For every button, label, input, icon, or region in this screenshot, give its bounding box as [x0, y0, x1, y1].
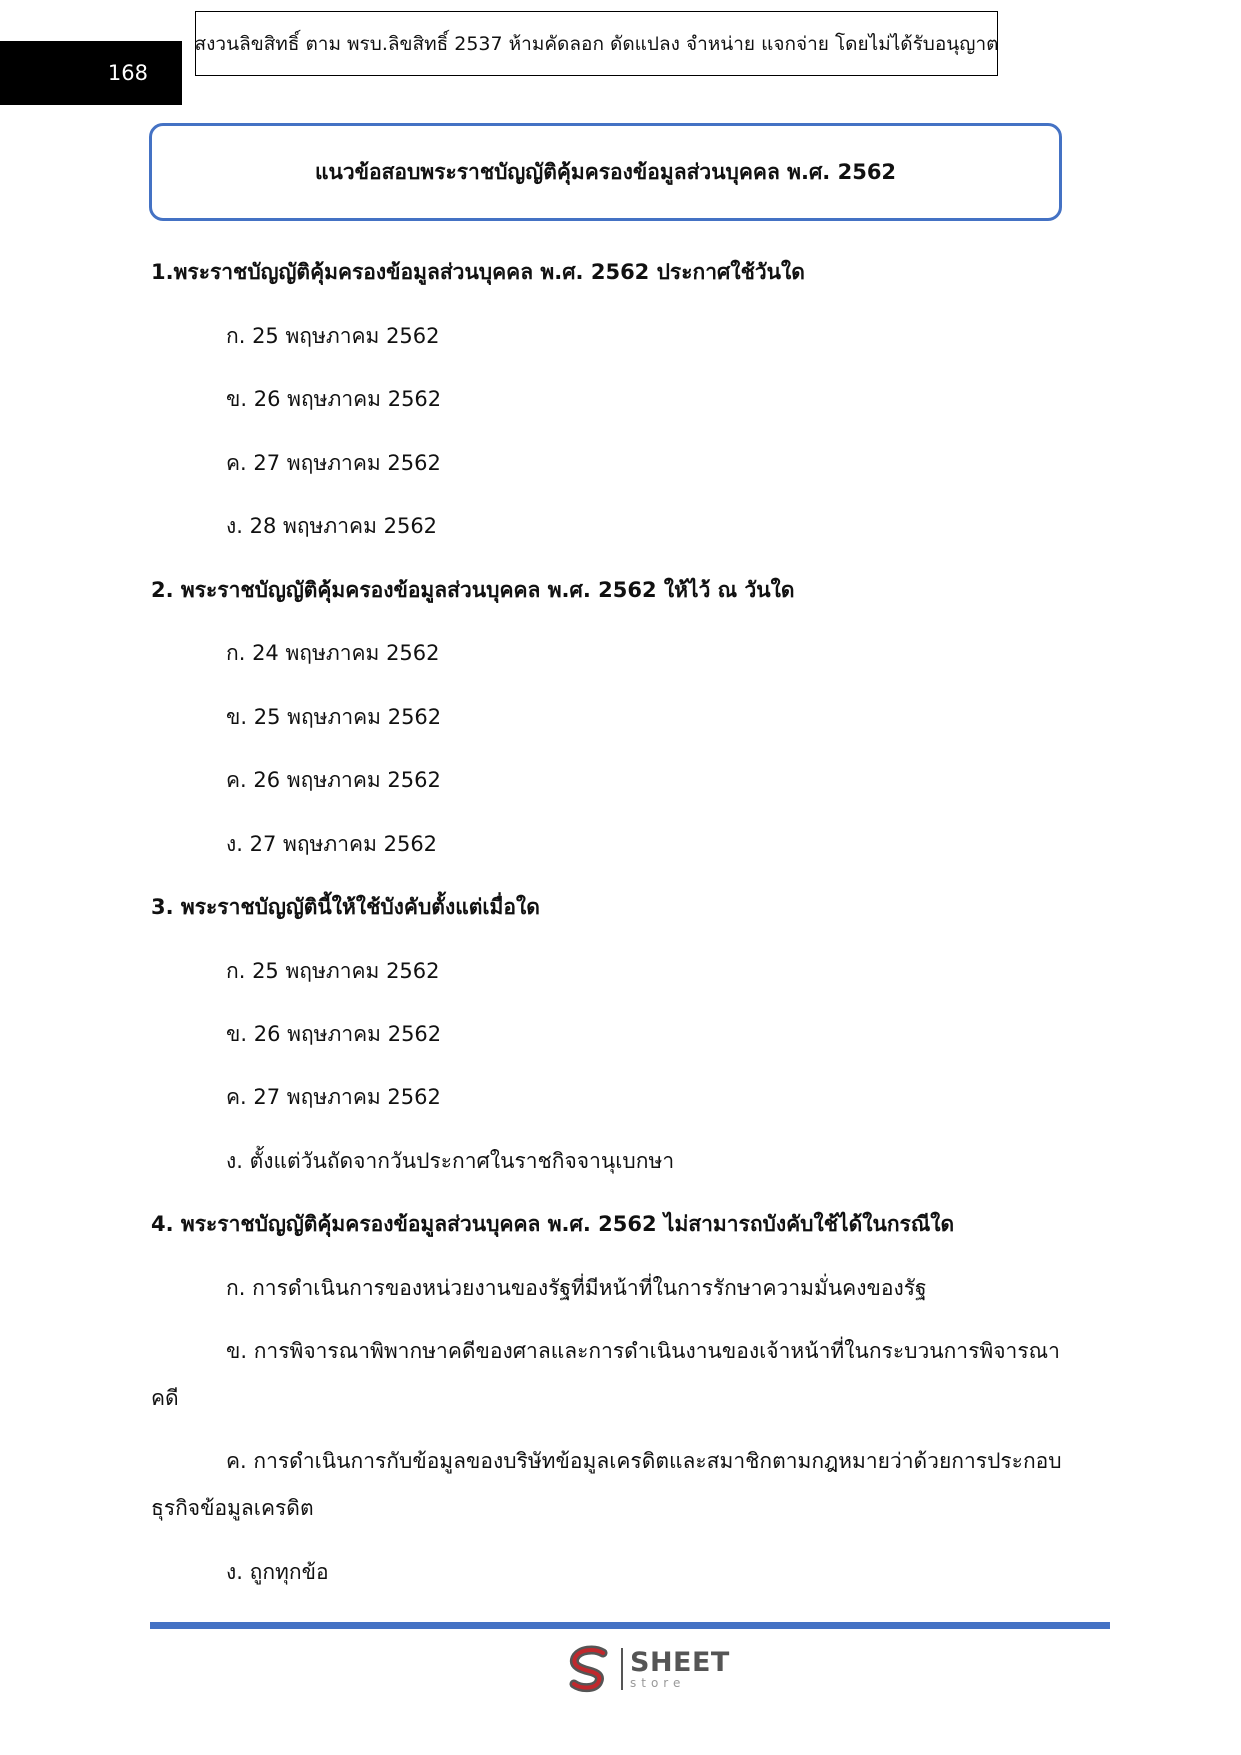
- sheet-store-s-icon: [565, 1644, 615, 1694]
- page-number: 168: [0, 41, 182, 105]
- logo-text: [630, 1649, 730, 1689]
- question-1-option-d: ง. 28 พฤษภาคม 2562: [226, 514, 438, 538]
- question-3-option-c: ค. 27 พฤษภาคม 2562: [226, 1085, 441, 1109]
- logo-separator: [621, 1648, 623, 1690]
- question-1: 1.พระราชบัญญัติคุ้มครองข้อมูลส่วนบุคคล พ.ศ. 2562 ประกาศใช้วันใด: [151, 260, 805, 284]
- sheet-store-logo: [565, 1643, 730, 1695]
- question-4-option-c-continued: ธุรกิจข้อมูลเครดิต: [151, 1496, 314, 1520]
- title-box: [149, 123, 1062, 221]
- question-3: 3. พระราชบัญญัตินี้ให้ใช้บังคับตั้งแต่เมื่อใด: [151, 895, 540, 919]
- question-1-option-b: ข. 26 พฤษภาคม 2562: [226, 387, 442, 411]
- copyright-notice: สงวนลิขสิทธิ์ ตาม พรบ.ลิขสิทธิ์ 2537 ห้ามคัดลอก ดัดแปลง จำหน่าย แจกจ่าย โดยไม่ได้รับอนุญาต: [195, 11, 998, 76]
- question-3-option-d: ง. ตั้งแต่วันถัดจากวันประกาศในราชกิจจานุเบกษา: [226, 1149, 675, 1173]
- question-3-option-b: ข. 26 พฤษภาคม 2562: [226, 1022, 442, 1046]
- page-title: แนวข้อสอบพระราชบัญญัติคุ้มครองข้อมูลส่วนบุคคล พ.ศ. 2562: [314, 159, 897, 184]
- question-2-option-a: ก. 24 พฤษภาคม 2562: [226, 641, 440, 665]
- question-4: 4. พระราชบัญญัติคุ้มครองข้อมูลส่วนบุคคล พ.ศ. 2562 ไม่สามารถบังคับใช้ได้ในกรณีใด: [151, 1212, 955, 1236]
- question-4-option-b-continued: คดี: [151, 1386, 179, 1410]
- question-2: 2. พระราชบัญญัติคุ้มครองข้อมูลส่วนบุคคล พ.ศ. 2562 ให้ไว้ ณ วันใด: [151, 578, 795, 602]
- question-4-option-b: ข. การพิจารณาพิพากษาคดีของศาลและการดำเนินงานของเจ้าหน้าที่ในกระบวนการพิจารณา: [226, 1339, 1060, 1363]
- question-2-option-d: ง. 27 พฤษภาคม 2562: [226, 832, 438, 856]
- question-1-option-a: ก. 25 พฤษภาคม 2562: [226, 324, 440, 348]
- question-3-option-a: ก. 25 พฤษภาคม 2562: [226, 959, 440, 983]
- question-4-option-c: ค. การดำเนินการกับข้อมูลของบริษัทข้อมูลเครดิตและสมาชิกตามกฎหมายว่าด้วยการประกอบ: [226, 1449, 1062, 1473]
- question-1-option-c: ค. 27 พฤษภาคม 2562: [226, 451, 441, 475]
- question-2-option-c: ค. 26 พฤษภาคม 2562: [226, 768, 441, 792]
- logo-subword: store: [630, 1676, 686, 1690]
- footer-rule: [150, 1622, 1110, 1629]
- logo-word: SHEET: [630, 1647, 730, 1678]
- question-4-option-d: ง. ถูกทุกข้อ: [226, 1560, 329, 1584]
- question-2-option-b: ข. 25 พฤษภาคม 2562: [226, 705, 442, 729]
- question-4-option-a: ก. การดำเนินการของหน่วยงานของรัฐที่มีหน้าที่ในการรักษาความมั่นคงของรัฐ: [226, 1276, 927, 1300]
